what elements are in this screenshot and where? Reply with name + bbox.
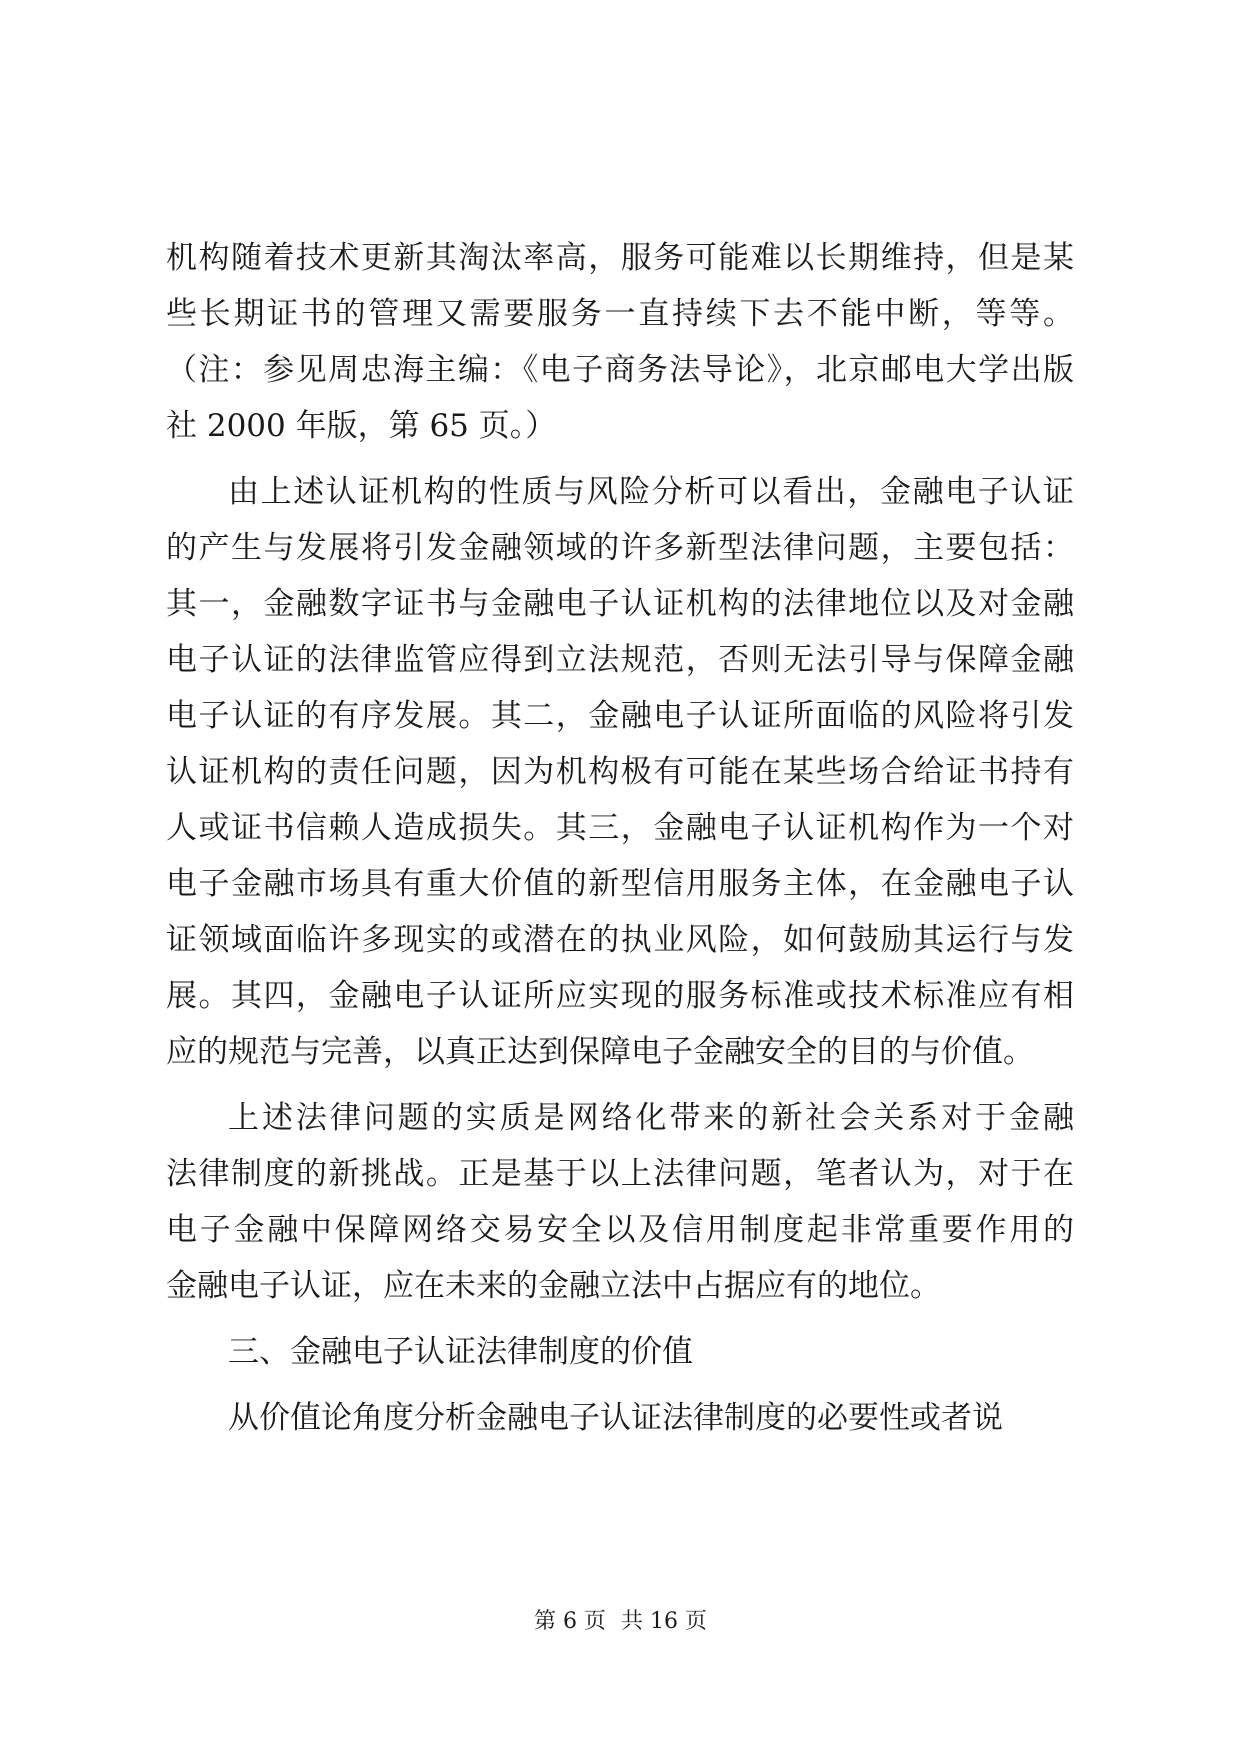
text-line: 展。其四，金融电子认证所应实现的服务标准或技术标准应有相 bbox=[166, 978, 1074, 1014]
text-line: （注：参见周忠海主编：《电子商务法导论》，北京邮电大学出版 bbox=[166, 352, 1074, 388]
text-line: 由上述认证机构的性质与风险分析可以看出，金融电子认证 bbox=[228, 474, 1074, 510]
section-heading bbox=[166, 1324, 1074, 1380]
page-number: 第 6 页 bbox=[534, 1609, 606, 1634]
page-total: 共 16 页 bbox=[621, 1609, 707, 1634]
text-line: 电子金融中保障网络交易安全以及信用制度起非常重要作用的 bbox=[166, 1212, 1074, 1248]
text-line: 其一，金融数字证书与金融电子认证机构的法律地位以及对金融 bbox=[166, 586, 1074, 622]
text-line: 些长期证书的管理又需要服务一直持续下去不能中断，等等。 bbox=[166, 296, 1074, 332]
paragraph-3 bbox=[166, 1090, 1074, 1314]
text-line: 从价值论角度分析金融电子认证法律制度的必要性或者说 bbox=[228, 1400, 1003, 1436]
paragraph-1 bbox=[166, 230, 1074, 454]
page-footer bbox=[0, 1607, 1241, 1637]
document-body bbox=[166, 230, 1074, 1446]
paragraph-2 bbox=[166, 464, 1074, 1080]
text-line: 的产生与发展将引发金融领域的许多新型法律问题，主要包括： bbox=[166, 530, 1074, 566]
text-line: 金融电子认证，应在未来的金融立法中占据应有的地位。 bbox=[166, 1268, 941, 1304]
text-line: 电子金融市场具有重大价值的新型信用服务主体，在金融电子认 bbox=[166, 866, 1074, 902]
text-line: 人或证书信赖人造成损失。其三，金融电子认证机构作为一个对 bbox=[166, 810, 1074, 846]
text-line: 上述法律问题的实质是网络化带来的新社会关系对于金融 bbox=[228, 1100, 1074, 1136]
text-line: 法律制度的新挑战。正是基于以上法律问题，笔者认为，对于在 bbox=[166, 1156, 1074, 1192]
text-line: 证领域面临许多现实的或潜在的执业风险，如何鼓励其运行与发 bbox=[166, 922, 1074, 958]
text-line: 认证机构的责任问题，因为机构极有可能在某些场合给证书持有 bbox=[166, 754, 1074, 790]
text-line: 电子认证的法律监管应得到立法规范，否则无法引导与保障金融 bbox=[166, 642, 1074, 678]
paragraph-4 bbox=[166, 1390, 1074, 1446]
text-line: 机构随着技术更新其淘汰率高，服务可能难以长期维持，但是某 bbox=[166, 240, 1074, 276]
text-line: 社 2000 年版，第 65 页。） bbox=[166, 408, 557, 444]
text-line: 应的规范与完善，以真正达到保障电子金融安全的目的与价值。 bbox=[166, 1034, 1034, 1070]
section-heading-text: 三、金融电子认证法律制度的价值 bbox=[228, 1334, 693, 1370]
text-line: 电子认证的有序发展。其二，金融电子认证所面临的风险将引发 bbox=[166, 698, 1074, 734]
